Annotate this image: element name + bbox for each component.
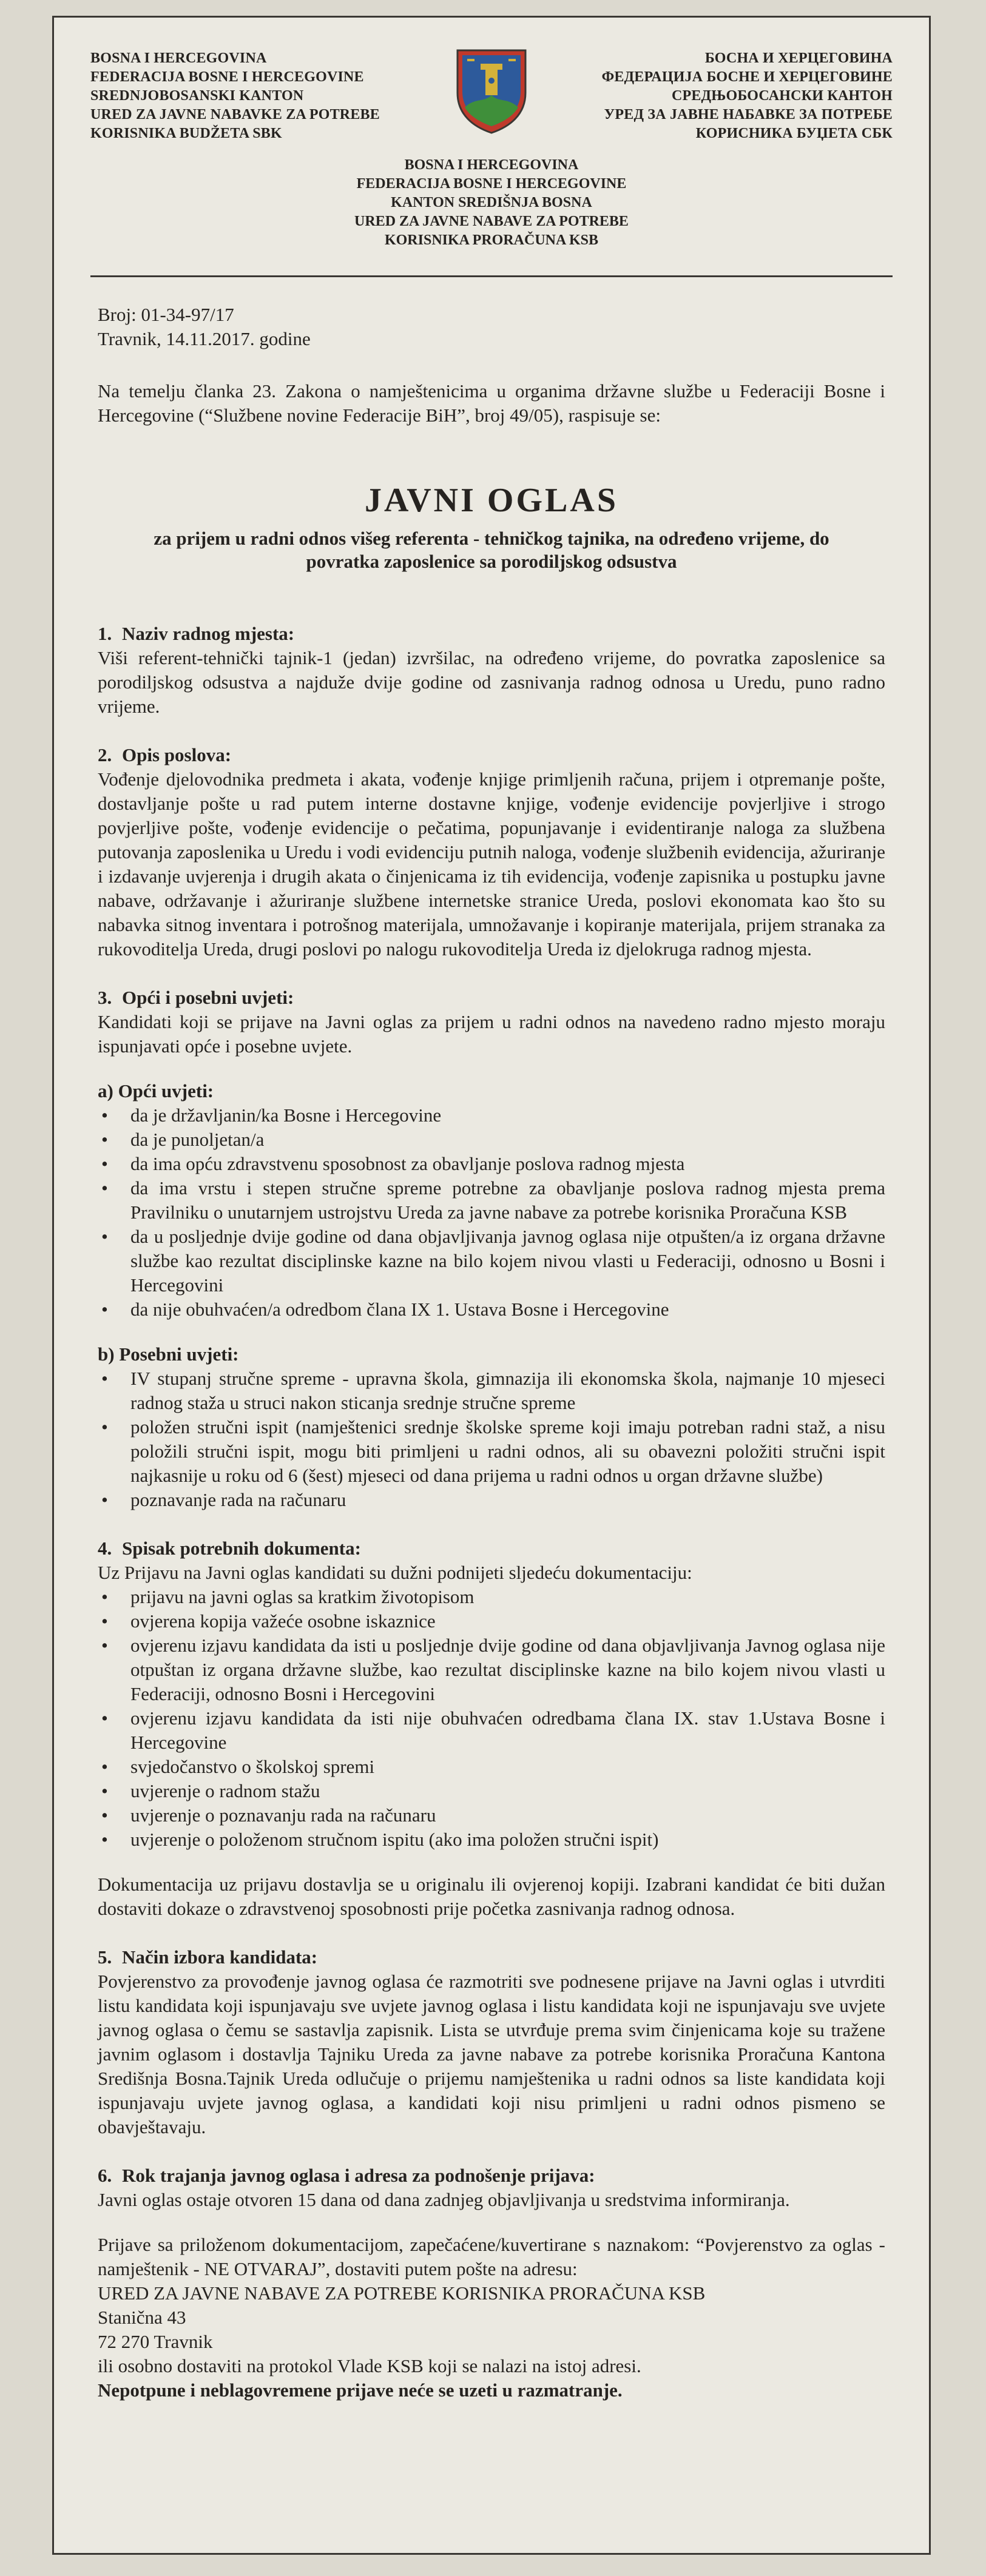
list-item: • da ima opću zdravstvenu sposobnost za obavljanje poslova radnog mjesta (98, 1152, 885, 1176)
letterhead-line: KANTON SREDIŠNJA BOSNA (391, 195, 592, 210)
list-item: • da je punoljetan/a (98, 1128, 885, 1152)
section-text: Javni oglas ostaje otvoren 15 dana od dana zadnjeg objavljivanja u sredstvima informiranja. (98, 2189, 790, 2210)
letterhead-croatian (90, 156, 893, 250)
section-number: 3. (98, 987, 112, 1008)
submission-instructions: Prijave sa priloženom dokumentacijom, zapečaćene/kuvertirane s naznakom: “Povjerenstvo za oglas - namještenik - NE OTVARAJ”, dostaviti putem pošte na adresu: (98, 2234, 885, 2279)
intro-paragraph: Na temelju članka 23. Zakona o namještenicima u organima državne službe u Federaciji Bosne i Hercegovine (“Službene novine Federacije BiH”, broj 49/05), raspisuje se: (98, 380, 885, 426)
letterhead-line: ФЕДЕРАЦИЈА БОСНЕ И ХЕРЦЕГОВИНЕ (601, 69, 893, 85)
address-recipient: URED ZA JAVNE NABAVE ZA POTREBE KORISNIKA PRORAČUNA KSB (98, 2282, 706, 2304)
section-text: Vođenje djelovodnika predmeta i akata, vođenje knjige primljenih računa, prijem i otpremanje pošte, dostavljanje pošte u rad putem interne dostavne knjige, vođenje evidencije povjerljive i strogo povjerljive pošte, vođenje evidencije o pečatima, popunjavanje i evidentiranje naloga za službena putovanja zaposlenika u Uredu i vodi evidenciju putnih naloga, vođenje službenih evidencija, ažuriranje i izdavanje uvjerenja i drugih akata o činjenicama iz tih evidencija, vođenje zapisnika u postupku javne nabave, održavanje i ažuriranje službene internetske stranice Ureda, poslovi ekonomata kao što su nabavka sitnog inventara i potrošnog materijala, umnožavanje i kopiranje materijala, prijem stranaka za rukovoditelja Ureda, drugi poslovi po nalogu rukovoditelja Ureda iz djelokruga radnog mjesta. (98, 768, 885, 960)
section-heading-text: Opis poslova: (122, 744, 232, 765)
section-text: Kandidati koji se prijave na Javni oglas za prijem u radni odnos na navedeno radno mjesto moraju ispunjavati opće i posebne uvjete. (98, 1011, 885, 1057)
newspaper-clipping (52, 16, 931, 2555)
section-requirements (98, 986, 885, 1512)
general-requirements-heading: a) Opći uvjeti: (98, 1080, 214, 1101)
announcement-title: JAVNI OGLAS (365, 482, 618, 519)
list-item: • IV stupanj stručne spreme - upravna škola, gimnazija ili ekonomska škola, najmanje 10 mjeseci radnog staža u struci nakon sticanja srednje stručne spreme (98, 1367, 885, 1415)
section-heading-text: Spisak potrebnih dokumenta: (122, 1538, 361, 1559)
section-number: 1. (98, 623, 112, 644)
final-notice: Nepotpune i neblagovremene prijave neće se uzeti u razmatranje. (98, 2379, 623, 2401)
list-item: • da nije obuhvaćen/a odredbom člana IX 1. Ustava Bosne i Hercegovine (98, 1297, 885, 1322)
letterhead-cyrillic (602, 49, 893, 143)
list-item: • da je državljanin/ka Bosne i Hercegovine (98, 1103, 885, 1128)
letterhead-line: SREDNJOBOSANSKI KANTON (90, 88, 304, 104)
list-item: • položen stručni ispit (namještenici srednje školske spreme koji imaju potreban radni staž, a nisu položili stručni ispit, mogu biti primljeni u radni odnos, ali su obavezni položiti stručni ispit najkasnije u roku od 6 (šest) mjeseci od dana prijema u radni odnos u organ državne službe) (98, 1415, 885, 1488)
letterhead-line: BOSNA I HERCEGOVINA (404, 157, 579, 173)
section-deadline-address (98, 2164, 885, 2403)
list-item: • poznavanje rada na računaru (98, 1488, 885, 1512)
section-heading (98, 986, 885, 1010)
list-item: • da ima vrstu i stepen stručne spreme potrebne za obavljanje poslova radnog mjesta prema Pravilniku o unutarnjem ustrojstvu Ureda za javne nabave za potrebe korisnika Proračuna KSB (98, 1176, 885, 1225)
letterhead (90, 49, 893, 267)
mailing-address (98, 2281, 885, 2378)
list-item: • uvjerenje o položenom stručnom ispitu (ako ima položen stručni ispit) (98, 1828, 885, 1852)
section-selection (98, 1945, 885, 2139)
address-alternative: ili osobno dostaviti na protokol Vlade KSB koji se nalazi na istoj adresi. (98, 2355, 641, 2376)
section-text: Viši referent-tehnički tajnik-1 (jedan) izvršilac, na određeno vrijeme, do povratka zaposlenice sa porodiljskog odsustva a najduže dvije godine od zasnivanja radnog odnosa u Uredu, puno radno vrijeme. (98, 647, 885, 717)
header-divider (90, 275, 893, 277)
list-item: • svjedočanstvo o školskoj spremi (98, 1755, 885, 1779)
letterhead-line: БОСНА И ХЕРЦЕГОВИНА (704, 50, 893, 66)
coat-of-arms-icon (454, 47, 529, 135)
letterhead-line: URED ZA JAVNE NABAVE ZA POTREBE (354, 214, 629, 229)
letterhead-line: URED ZA JAVNE NABAVKE ZA POTREBE (90, 107, 380, 123)
section-number: 5. (98, 1946, 112, 1968)
address-street: Stanična 43 (98, 2307, 186, 2328)
letterhead-latin (90, 49, 380, 143)
letterhead-line: СРЕДЊОБОСАНСКИ КАНТОН (671, 88, 893, 104)
list-item: • uvjerenje o poznavanju rada na računaru (98, 1803, 885, 1828)
section-text: Povjerenstvo za provođenje javnog oglasa će razmotriti sve podnesene prijave na Javni oglas i utvrditi listu kandidata koji ispunjavaju sve uvjete javnog oglasa i listu kandidata koji ne ispunjavaju sve uvjete javnog oglasa o čemu se sastavlja zapisnik. Lista se utvrđuje prema svim činjenicama koje su tražene javnim oglasom i dostavlja Tajniku Ureda za javne nabave za potrebe korisnika Proračuna Kantona Središnja Bosna.Tajnik Ureda odlučuje o prijemu namještenika u radni odnos sa liste kandidata koji ispunjavaju uvjete javnog oglasa, a kandidati koji nisu primljeni u radni odnos pismeno se obavještavaju. (98, 1971, 885, 2137)
documents-list (98, 1585, 885, 1852)
list-item: • ovjerenu izjavu kandidata da isti u posljednje dvije godine od dana objavljivanja Javnog oglasa nije otpuštan iz organa državne službe, kao rezultat disciplinske kazne na bilo kojem nivou vlasti u Federaciji, odnosno Bosni i Hercegovini (98, 1633, 885, 1706)
section-number: 6. (98, 2165, 112, 2186)
letterhead-line: КОРИСНИКА БУЏЕТА СБК (695, 126, 893, 141)
section-documents (98, 1536, 885, 1921)
section-number: 2. (98, 744, 112, 765)
section-heading (98, 743, 885, 767)
list-item: • uvjerenje o radnom stažu (98, 1779, 885, 1803)
letterhead-line: FEDERACIJA BOSNE I HERCEGOVINE (90, 69, 364, 85)
letterhead-line: УРЕД ЗА ЈАВНЕ НАБАВКЕ ЗА ПОТРЕБЕ (604, 107, 893, 123)
list-item: • da u posljednje dvije godine od dana objavljivanja javnog oglasa nije otpušten/a iz organa državne službe kao rezultat disciplinske kazne na bilo kojem nivou vlasti u Federaciji, odnosno u Bosni i Hercegovini (98, 1225, 885, 1297)
section-text: Uz Prijavu na Javni oglas kandidati su dužni podnijeti sljedeću dokumentaciju: (98, 1562, 692, 1583)
list-item: • prijavu na javni oglas sa kratkim životopisom (98, 1585, 885, 1609)
documents-note: Dokumentacija uz prijavu dostavlja se u originalu ili ovjerenoj kopiji. Izabrani kandidat će biti dužan dostaviti dokaze o zdravstvenoj sposobnosti prije početka zasnivanja radnog odnosa. (98, 1874, 885, 1919)
section-heading (98, 622, 885, 646)
announcement-subtitle: za prijem u radni odnos višeg referenta - tehničkog tajnika, na određeno vrijeme, do povratka zaposlenice sa porodiljskog odsustva (154, 528, 829, 572)
general-requirements-list (98, 1103, 885, 1322)
section-heading-text: Rok trajanja javnog oglasa i adresa za podnošenje prijava: (122, 2165, 595, 2186)
section-heading-text: Naziv radnog mjesta: (122, 623, 295, 644)
announcement-body (98, 303, 885, 2403)
reference-date: Travnik, 14.11.2017. godine (98, 328, 311, 349)
section-heading (98, 1536, 885, 1561)
section-heading-text: Opći i posebni uvjeti: (122, 987, 294, 1008)
letterhead-line: KORISNIKA BUDŽETA SBK (90, 126, 282, 141)
section-heading (98, 1945, 885, 1969)
reference-block (98, 303, 885, 351)
section-job-description (98, 743, 885, 961)
section-position-title (98, 622, 885, 719)
special-requirements-list (98, 1367, 885, 1512)
list-item: • ovjerenu izjavu kandidata da isti nije obuhvaćen odredbama člana IX. stav 1.Ustava Bosne i Hercegovine (98, 1706, 885, 1755)
list-item: • ovjerena kopija važeće osobne iskaznice (98, 1609, 885, 1633)
letterhead-line: FEDERACIJA BOSNE I HERCEGOVINE (356, 176, 627, 192)
letterhead-line: KORISNIKA PRORAČUNA KSB (384, 232, 599, 248)
section-number: 4. (98, 1538, 112, 1559)
section-heading-text: Način izbora kandidata: (122, 1946, 318, 1968)
letterhead-line: BOSNA I HERCEGOVINA (90, 50, 267, 66)
special-requirements-heading: b) Posebni uvjeti: (98, 1343, 239, 1365)
section-heading (98, 2164, 885, 2188)
reference-number: Broj: 01-34-97/17 (98, 304, 234, 325)
address-city: 72 270 Travnik (98, 2331, 213, 2352)
